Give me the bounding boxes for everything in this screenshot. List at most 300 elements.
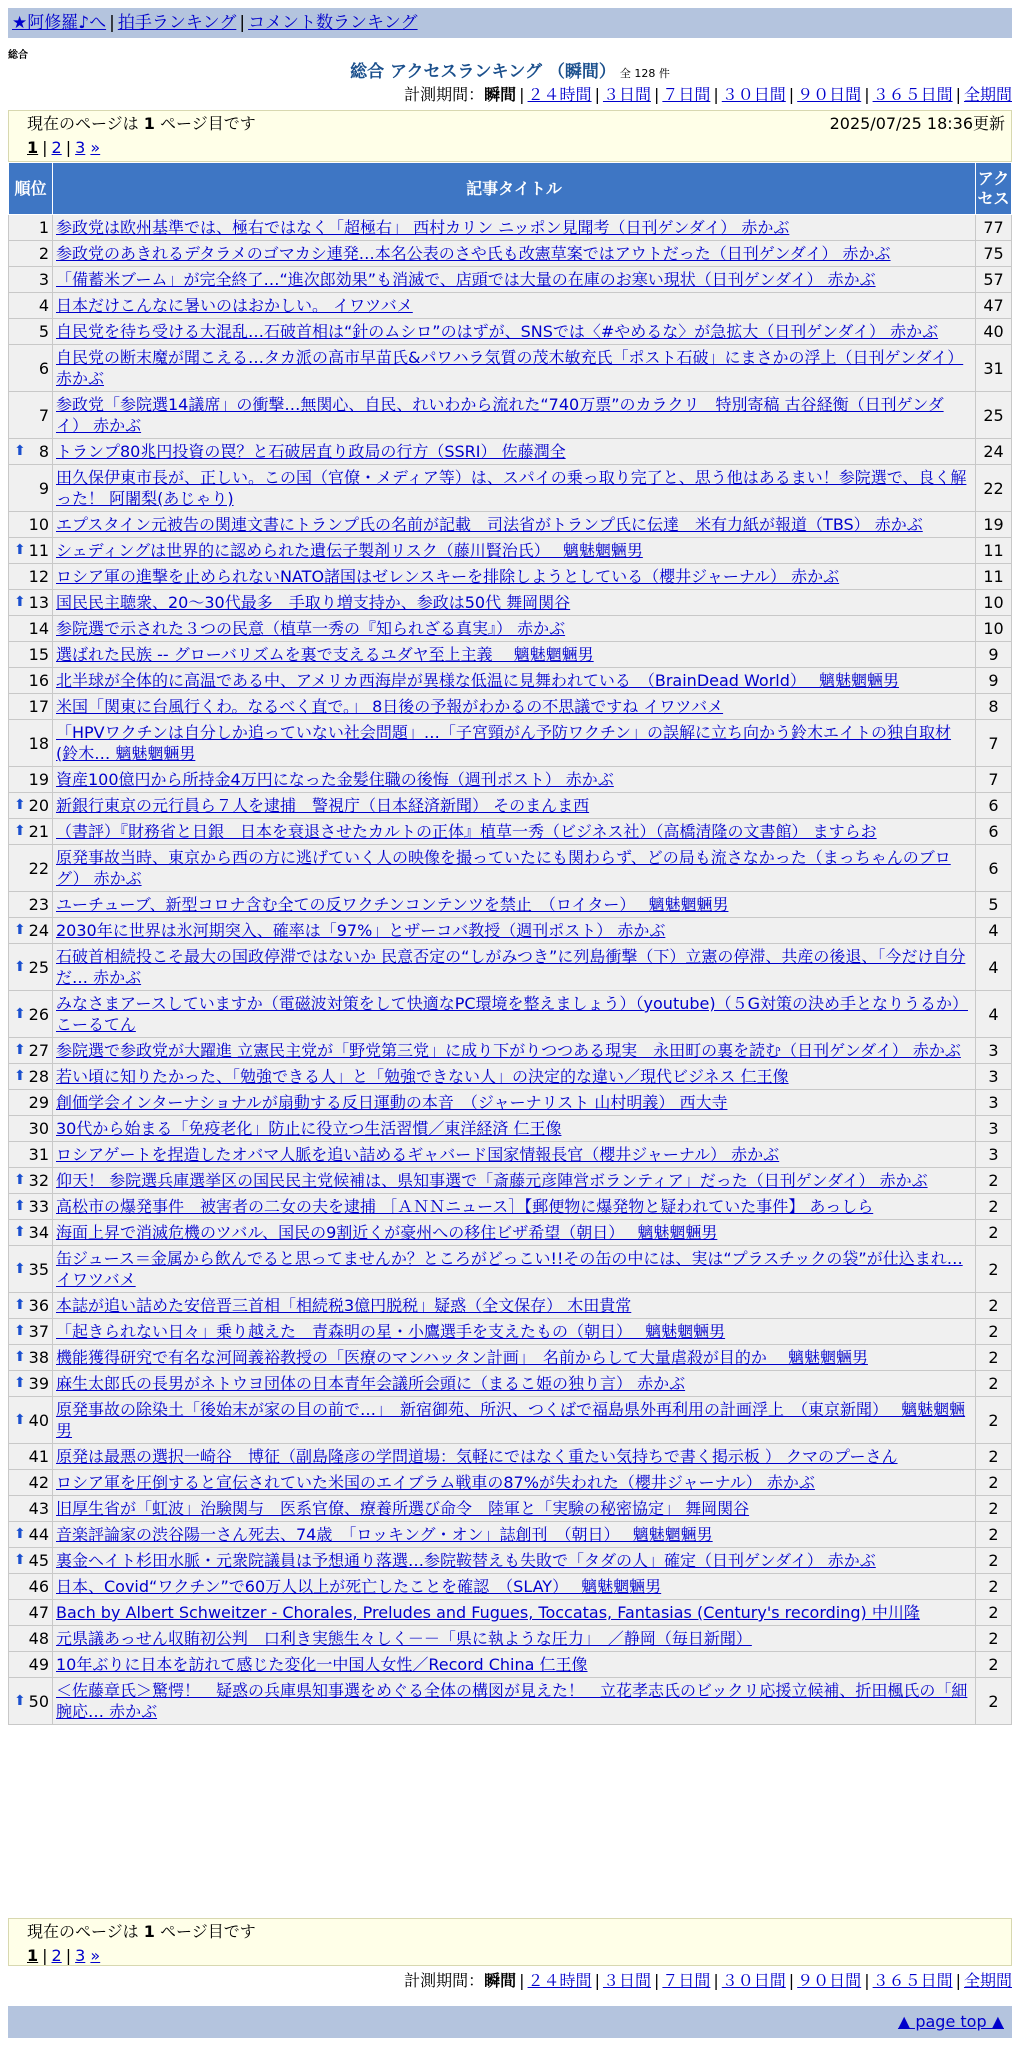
access-count: 77 <box>976 215 1012 241</box>
table-row <box>9 590 1012 616</box>
access-count: 3 <box>976 1090 1012 1116</box>
access-count: 10 <box>976 590 1012 616</box>
table-row <box>9 392 1012 439</box>
table-row <box>9 767 1012 793</box>
article-link[interactable]: 機能獲得研究で有名な河岡義裕教授の「医療のマンハッタン計画」 名前からして大量虐殺が目的か 魑魅魍魎男 <box>56 1348 868 1367</box>
title-cell <box>53 1548 976 1574</box>
access-count: 75 <box>976 241 1012 267</box>
rank-up-arrow-icon: ⬆ <box>14 1349 26 1365</box>
rank-cell: ⬆ 20 <box>9 793 53 819</box>
access-count: 3 <box>976 1116 1012 1142</box>
article-link[interactable]: トランプ80兆円投資の罠？と石破居直り政局の行方（SSRI） 佐藤潤全 <box>56 442 566 461</box>
table-row <box>9 1444 1012 1470</box>
access-count: 2 <box>976 1168 1012 1194</box>
article-link[interactable]: 創価学会インターナショナルが扇動する反日運動の本音 （ジャーナリスト 山村明義） 西大寺 <box>56 1093 728 1112</box>
rank-cell: 16 <box>9 668 53 694</box>
rank-up-arrow-icon: ⬆ <box>14 823 26 839</box>
pagination-top: 1 | 2 | 3 » <box>27 138 101 157</box>
rank-up-arrow-icon: ⬆ <box>14 594 26 610</box>
section-label: 総合 <box>8 50 28 61</box>
rank-cell: ⬆ 34 <box>9 1220 53 1246</box>
title-cell <box>53 944 976 991</box>
access-count: 2 <box>976 1194 1012 1220</box>
table-row <box>9 319 1012 345</box>
rank-cell: ⬆ 35 <box>9 1246 53 1293</box>
rank-cell: ⬆ 11 <box>9 538 53 564</box>
period-option[interactable]: ７日間 <box>662 85 711 104</box>
article-link[interactable]: 元県議あっせん収賄初公判 口利き実態生々しく－－「県に執ような圧力」 ／静岡（毎日新聞） <box>56 1629 752 1648</box>
access-count: 2 <box>976 1678 1012 1725</box>
title-cell <box>53 1194 976 1220</box>
access-count: 8 <box>976 694 1012 720</box>
table-row <box>9 1626 1012 1652</box>
title-cell <box>53 1397 976 1444</box>
access-count: 2 <box>976 1345 1012 1371</box>
access-count: 47 <box>976 293 1012 319</box>
current-page: 1 <box>27 1946 39 1965</box>
rank-up-arrow-icon: ⬆ <box>14 1198 26 1214</box>
article-link[interactable]: みなさまアースしていますか（電磁波対策をして快適なPC環境を整えましょう）（youtube)（５G対策の決め手となりうるか） こーるてん <box>56 994 968 1034</box>
rank-cell: ⬆ 44 <box>9 1522 53 1548</box>
table-row <box>9 1522 1012 1548</box>
access-count: 6 <box>976 819 1012 845</box>
page-link[interactable]: 3 <box>75 1946 86 1965</box>
table-row <box>9 465 1012 512</box>
access-count: 22 <box>976 465 1012 512</box>
access-count: 4 <box>976 991 1012 1038</box>
access-count: 31 <box>976 345 1012 392</box>
rank-up-arrow-icon: ⬆ <box>14 1323 26 1339</box>
title-cell <box>53 845 976 892</box>
title-cell <box>53 1600 976 1626</box>
article-link[interactable]: 参院選で参政党が大躍進 立憲民主党が「野党第三党」に成り下がりつつある現実 永田町の裏を読む（日刊ゲンダイ） 赤かぶ <box>56 1041 961 1060</box>
page-info-bottom: 現在のページは 1 ページ目です 1 | 2 | 3 » <box>8 1918 1012 1966</box>
comment-ranking-link[interactable]: コメント数ランキング <box>248 13 418 33</box>
ranking-table <box>8 162 1012 1725</box>
access-count: 7 <box>976 767 1012 793</box>
title-cell <box>53 1626 976 1652</box>
title-cell <box>53 892 976 918</box>
rank-cell: ⬆ 25 <box>9 944 53 991</box>
access-count: 2 <box>976 1522 1012 1548</box>
table-row <box>9 1090 1012 1116</box>
rank-cell: ⬆ 21 <box>9 819 53 845</box>
article-link[interactable]: 自民党を待ち受ける大混乱…石破首相は“針のムシロ”のはずが、SNSでは〈#やめるな〉が急拡大（日刊ゲンダイ） 赤かぶ <box>56 322 939 341</box>
article-link[interactable]: 参政党のあきれるデタラメのゴマカシ連発…本名公表のさや氏も改憲草案ではアウトだった（日刊ゲンダイ） 赤かぶ <box>56 244 891 263</box>
article-link[interactable]: 2030年に世界は氷河期突入、確率は「97%」とザーコバ教授（週刊ポスト） 赤かぶ <box>56 921 666 940</box>
page-link[interactable]: 3 <box>75 138 86 157</box>
rank-cell: 42 <box>9 1470 53 1496</box>
title-cell <box>53 1574 976 1600</box>
period-selector-top: 計測期間：瞬間 | ２４時間 | ３日間 | ７日間 | ３０日間 | ９０日間 | ３６５日間 | 全期間 <box>404 85 1012 104</box>
access-count: 4 <box>976 918 1012 944</box>
access-count: 10 <box>976 616 1012 642</box>
rank-cell: ⬆ 33 <box>9 1194 53 1220</box>
title-cell <box>53 392 976 439</box>
rank-cell: 3 <box>9 267 53 293</box>
rank-up-arrow-icon: ⬆ <box>14 1411 26 1428</box>
rank-cell: 2 <box>9 241 53 267</box>
access-count: 3 <box>976 1038 1012 1064</box>
title-cell <box>53 590 976 616</box>
rank-up-arrow-icon: ⬆ <box>14 922 26 938</box>
access-count: 11 <box>976 538 1012 564</box>
table-row <box>9 991 1012 1038</box>
period-option[interactable]: ３０日間 <box>721 1971 786 1990</box>
rank-cell: 19 <box>9 767 53 793</box>
access-count: 2 <box>976 1496 1012 1522</box>
access-count: 6 <box>976 793 1012 819</box>
period-option[interactable]: 全期間 <box>963 85 1012 104</box>
rank-cell: 48 <box>9 1626 53 1652</box>
rank-up-arrow-icon: ⬆ <box>14 958 26 975</box>
article-link[interactable]: 音楽評論家の渋谷陽一さん死去、74歳 「ロッキング・オン」誌創刊 （朝日） 魑魅魍魎男 <box>56 1525 713 1544</box>
title-cell <box>53 293 976 319</box>
article-link[interactable]: 日本だけこんなに暑いのはおかしい。 イワツバメ <box>56 296 413 315</box>
access-count: 25 <box>976 392 1012 439</box>
article-link[interactable]: 「HPVワクチンは自分しか追っていない社会問題」…「子宮頸がん予防ワクチン」の誤解に立ち向かう鈴木エイトの独自取材(鈴木… 魑魅魍魎男 <box>56 723 952 763</box>
access-count: 2 <box>976 1548 1012 1574</box>
rank-cell: ⬆ 37 <box>9 1319 53 1345</box>
table-row <box>9 345 1012 392</box>
table-row <box>9 793 1012 819</box>
access-count: 11 <box>976 564 1012 590</box>
access-count: 4 <box>976 944 1012 991</box>
rank-cell: 4 <box>9 293 53 319</box>
article-link[interactable]: ＜佐藤章氏＞驚愕！ 疑惑の兵庫県知事選をめぐる全体の構図が見えた！ 立花孝志氏のビックリ応援立候補、折田楓氏の「細腕応… 赤かぶ <box>56 1681 968 1721</box>
article-link[interactable]: 新銀行東京の元行員ら７人を逮捕 警視庁（日本経済新聞） そのまんま西 <box>56 796 590 815</box>
rank-cell: ⬆ 8 <box>9 439 53 465</box>
title-cell <box>53 267 976 293</box>
access-count: 2 <box>976 1652 1012 1678</box>
table-row <box>9 1319 1012 1345</box>
title-cell <box>53 991 976 1038</box>
period-option[interactable]: ２４時間 <box>527 85 592 104</box>
access-count: 57 <box>976 267 1012 293</box>
article-link[interactable]: 裏金ヘイト杉田水脈・元衆院議員は予想通り落選…参院鞍替えも失敗で「タダの人」確定（日刊ゲンダイ） 赤かぶ <box>56 1551 876 1570</box>
table-row <box>9 1371 1012 1397</box>
article-link[interactable]: 資産100億円から所持金4万円になった金髪住職の後悔（週刊ポスト） 赤かぶ <box>56 770 614 789</box>
current-page: 1 <box>27 138 39 157</box>
rank-cell: 46 <box>9 1574 53 1600</box>
rank-cell: ⬆ 45 <box>9 1548 53 1574</box>
title-cell <box>53 1293 976 1319</box>
rank-up-arrow-icon: ⬆ <box>14 1692 26 1709</box>
access-count: 3 <box>976 1064 1012 1090</box>
rank-cell: ⬆ 24 <box>9 918 53 944</box>
title-cell <box>53 1652 976 1678</box>
rank-cell: 30 <box>9 1116 53 1142</box>
rank-up-arrow-icon: ⬆ <box>14 1526 26 1542</box>
article-link[interactable]: 10年ぶりに日本を訪れて感じた変化一中国人女性／Record China 仁王像 <box>56 1655 588 1674</box>
table-row <box>9 892 1012 918</box>
title-cell <box>53 512 976 538</box>
title-cell <box>53 1444 976 1470</box>
table-row <box>9 241 1012 267</box>
title-cell <box>53 1168 976 1194</box>
table-row <box>9 1345 1012 1371</box>
article-link[interactable]: 30代から始まる「免疫老化」防止に役立つ生活習慣／東洋経済 仁王像 <box>56 1119 562 1138</box>
table-row <box>9 720 1012 767</box>
access-count: 24 <box>976 439 1012 465</box>
article-link[interactable]: ユーチューブ、新型コロナ含む全ての反ワクチンコンテンツを禁止 （ロイター） 魑魅魍魎男 <box>56 895 729 914</box>
title-cell <box>53 1038 976 1064</box>
table-row <box>9 1038 1012 1064</box>
rank-cell: 22 <box>9 845 53 892</box>
period-option[interactable]: ３６５日間 <box>872 85 953 104</box>
table-row <box>9 564 1012 590</box>
table-row <box>9 694 1012 720</box>
total-count: 全 128 件 <box>619 67 670 80</box>
table-row <box>9 1600 1012 1626</box>
access-count: 5 <box>976 892 1012 918</box>
article-link[interactable]: 本誌が追い詰めた安倍晋三首相「相続税3億円脱税」疑惑（全文保存） 木田貴常 <box>56 1296 632 1315</box>
title-cell <box>53 1470 976 1496</box>
article-link[interactable]: 「備蓄米ブーム」が完全終了…“進次郎効果”も消滅で、店頭では大量の在庫のお寒い現状（日刊ゲンダイ） 赤かぶ <box>56 270 876 289</box>
access-count: 6 <box>976 845 1012 892</box>
title-cell <box>53 439 976 465</box>
article-link[interactable]: 原発は最悪の選択一崎谷 博征（副島隆彦の学問道場：気軽にではなく重たい気持ちで書く掲示板 ） クマのプーさん <box>56 1447 898 1466</box>
article-link[interactable]: シェディングは世界的に認められた遺伝子製剤リスク（藤川賢治氏） 魑魅魍魎男 <box>56 541 643 560</box>
period-option: 瞬間 <box>484 1971 517 1990</box>
rank-up-arrow-icon: ⬆ <box>14 1224 26 1240</box>
rank-up-arrow-icon: ⬆ <box>14 1552 26 1568</box>
rank-up-arrow-icon: ⬆ <box>14 1375 26 1391</box>
period-option: 瞬間 <box>484 85 517 104</box>
table-row <box>9 1194 1012 1220</box>
footer-bar <box>8 2006 1012 2038</box>
table-row <box>9 1548 1012 1574</box>
clap-ranking-link[interactable]: 拍手ランキング <box>117 13 237 33</box>
title-cell <box>53 1220 976 1246</box>
title-cell <box>53 668 976 694</box>
title-cell <box>53 1522 976 1548</box>
access-count: 2 <box>976 1397 1012 1444</box>
title-cell <box>53 1090 976 1116</box>
article-link[interactable]: ロシア軍の進撃を止められないNATO諸国はゼレンスキーを排除しようとしている（櫻井ジャーナル） 赤かぶ <box>56 567 840 586</box>
article-link[interactable]: 麻生太郎氏の長男がネトウヨ団体の日本青年会議所会頭に（まるこ姫の独り言） 赤かぶ <box>56 1374 686 1393</box>
table-row <box>9 642 1012 668</box>
page-title: 総合 アクセスランキング （瞬間） 全 128 件 <box>350 62 670 82</box>
title-cell <box>53 1116 976 1142</box>
rank-cell: ⬆ 26 <box>9 991 53 1038</box>
access-count: 2 <box>976 1246 1012 1293</box>
header-title: 記事タイトル <box>53 163 976 215</box>
header-rank: 順位 <box>9 163 53 215</box>
access-count: 2 <box>976 1220 1012 1246</box>
access-count: 2 <box>976 1600 1012 1626</box>
rank-cell: 1 <box>9 215 53 241</box>
table-row <box>9 267 1012 293</box>
article-link[interactable]: 「起きられない日々」乗り越えた 青森明の星・小鷹選手を支えたもの（朝日） 魑魅魍魎男 <box>56 1322 726 1341</box>
title-cell <box>53 1142 976 1168</box>
table-row <box>9 845 1012 892</box>
table-row <box>9 1496 1012 1522</box>
next-page-link[interactable]: » <box>90 1946 101 1965</box>
article-link[interactable]: 国民民主聴衆、20～30代最多 手取り増支持か、参政は50代 舞岡関谷 <box>56 593 571 612</box>
home-link[interactable]: ★阿修羅♪へ <box>12 13 107 33</box>
access-count: 2 <box>976 1293 1012 1319</box>
updated-timestamp: 2025/07/25 18:36更新 <box>829 114 1005 133</box>
rank-cell: ⬆ 13 <box>9 590 53 616</box>
rank-up-arrow-icon: ⬆ <box>14 443 26 459</box>
access-count: 2 <box>976 1470 1012 1496</box>
table-row <box>9 1652 1012 1678</box>
table-row <box>9 293 1012 319</box>
access-count: 19 <box>976 512 1012 538</box>
article-link[interactable]: 北半球が全体的に高温である中、アメリカ西海岸が異様な低温に見舞われている （BrainDead World） 魑魅魍魎男 <box>56 671 899 690</box>
rank-cell: 12 <box>9 564 53 590</box>
period-option[interactable]: 全期間 <box>963 1971 1012 1990</box>
page-link[interactable]: 2 <box>51 1946 62 1965</box>
rank-cell: 18 <box>9 720 53 767</box>
period-option[interactable]: ３０日間 <box>721 85 786 104</box>
rank-cell: ⬆ 39 <box>9 1371 53 1397</box>
period-option[interactable]: ３６５日間 <box>872 1971 953 1990</box>
period-option[interactable]: ７日間 <box>662 1971 711 1990</box>
rank-cell: 5 <box>9 319 53 345</box>
rank-cell: 15 <box>9 642 53 668</box>
rank-up-arrow-icon: ⬆ <box>14 1297 26 1313</box>
table-row <box>9 439 1012 465</box>
title-cell <box>53 1345 976 1371</box>
next-page-link[interactable]: » <box>90 138 101 157</box>
article-link[interactable]: 海面上昇で消滅危機のツバル、国民の9割近くが豪州への移住ビザ希望（朝日） 魑魅魍魎男 <box>56 1223 718 1242</box>
article-link[interactable]: 田久保伊東市長が、正しい。この国（官僚・メディア等）は、スパイの乗っ取り完了と、思う他はあるまい！参院選で、良く解った！ 阿闍梨(あじゃり) <box>56 468 967 508</box>
table-row <box>9 1574 1012 1600</box>
article-link[interactable]: （書評）『財務省と日銀 日本を衰退させたカルトの正体』植草一秀（ビジネス社）（高橋清隆の文書館） ますらお <box>56 822 877 841</box>
rank-up-arrow-icon: ⬆ <box>14 1172 26 1188</box>
title-cell <box>53 616 976 642</box>
rank-cell: 17 <box>9 694 53 720</box>
article-link[interactable]: 仰天！ 参院選兵庫選挙区の国民民主党候補は、県知事選で「斎藤元彦陣営ボランティア」だった（日刊ゲンダイ） 赤かぶ <box>56 1171 928 1190</box>
period-option[interactable]: ９０日間 <box>797 1971 862 1990</box>
article-link[interactable]: 高松市の爆発事件 被害者の二女の夫を逮捕 ［ＡＮＮニュース］【郵便物に爆発物と疑われていた事件】 あっしら <box>56 1197 874 1216</box>
rank-cell: 10 <box>9 512 53 538</box>
title-cell <box>53 564 976 590</box>
title-cell <box>53 241 976 267</box>
rank-cell: 6 <box>9 345 53 392</box>
article-link[interactable]: 缶ジュース＝金属から飲んでると思ってませんか？ところがどっこい!!その缶の中には、実は“プラスチックの袋”が仕込まれ… イワツバメ <box>56 1249 963 1289</box>
rank-up-arrow-icon: ⬆ <box>14 542 26 558</box>
title-cell <box>53 642 976 668</box>
access-count: 40 <box>976 319 1012 345</box>
access-count: 3 <box>976 1142 1012 1168</box>
article-link[interactable]: 米国「関東に台風行くわ。なるべく直で。」 8日後の予報がわかるの不思議ですね イワツバメ <box>56 697 724 716</box>
period-selector-bottom: 計測期間：瞬間 | ２４時間 | ３日間 | ７日間 | ３０日間 | ９０日間 | ３６５日間 | 全期間 <box>404 1971 1012 1990</box>
access-count: 2 <box>976 1444 1012 1470</box>
article-link[interactable]: 選ばれた民族 -- グローバリズムを裏で支えるユダヤ至上主義 魑魅魍魎男 <box>56 645 594 664</box>
period-option[interactable]: ９０日間 <box>797 85 862 104</box>
article-link[interactable]: 原発事故の除染土「後始末が家の目の前で…」 新宿御苑、所沢、つくばで福島県外再利用の計画浮上 （東京新聞） 魑魅魍魎男 <box>56 1400 966 1440</box>
title-cell <box>53 918 976 944</box>
table-row <box>9 1168 1012 1194</box>
title-cell <box>53 1371 976 1397</box>
rank-cell: ⬆ 32 <box>9 1168 53 1194</box>
access-count: 9 <box>976 642 1012 668</box>
title-cell <box>53 1246 976 1293</box>
article-link[interactable]: 石破首相続投こそ最大の国政停滞ではないか 民意否定の“しがみつき”に列島衝撃（下）立憲の停滞、共産の後退、「今だけ自分だ… 赤かぶ <box>56 947 966 987</box>
rank-cell: 7 <box>9 392 53 439</box>
article-link[interactable]: Bach by Albert Schweitzer - Chorales, Preludes and Fugues, Toccatas, Fantasias (Century's recording) 中川隆 <box>56 1603 920 1622</box>
title-cell <box>53 345 976 392</box>
table-row <box>9 1470 1012 1496</box>
table-row <box>9 668 1012 694</box>
article-link[interactable]: 参政党は欧州基準では、極右ではなく「超極右」 西村カリン ニッポン見聞考（日刊ゲンダイ） 赤かぶ <box>56 218 790 237</box>
table-row <box>9 1220 1012 1246</box>
access-count: 7 <box>976 720 1012 767</box>
title-cell <box>53 319 976 345</box>
article-link[interactable]: ロシア軍を圧倒すると宣伝されていた米国のエイブラム戦車の87%が失われた（櫻井ジャーナル） 赤かぶ <box>56 1473 815 1492</box>
title-cell <box>53 1319 976 1345</box>
rank-cell: 14 <box>9 616 53 642</box>
page-top-link[interactable]: ▲ page top ▲ <box>897 2012 1004 2031</box>
article-link[interactable]: 原発事故当時、東京から西の方に逃げていく人の映像を撮っていたにも関わらず、どの局も流さなかった（まっちゃんのブログ） 赤かぶ <box>56 848 951 888</box>
rank-cell: ⬆ 28 <box>9 1064 53 1090</box>
article-link[interactable]: ロシアゲートを捏造したオバマ人脈を追い詰めるギャバード国家情報長官（櫻井ジャーナル） 赤かぶ <box>56 1145 780 1164</box>
top-nav-bar: ★阿修羅♪へ | 拍手ランキング | コメント数ランキング <box>8 8 1012 38</box>
pagination-bottom: 1 | 2 | 3 » <box>27 1946 101 1965</box>
access-count: 2 <box>976 1626 1012 1652</box>
period-option[interactable]: ３日間 <box>602 1971 651 1990</box>
table-row <box>9 918 1012 944</box>
title-cell <box>53 215 976 241</box>
article-link[interactable]: エプスタイン元被告の関連文書にトランプ氏の名前が記載 司法省がトランプ氏に伝達 米有力紙が報道（TBS） 赤かぶ <box>56 515 923 534</box>
table-row <box>9 944 1012 991</box>
access-count: 2 <box>976 1371 1012 1397</box>
article-link[interactable]: 旧厚生省が「虹波」治験関与 医系官僚、療養所選び命令 陸軍と「実験の秘密協定」 舞岡関谷 <box>56 1499 750 1518</box>
title-cell <box>53 767 976 793</box>
title-cell <box>53 819 976 845</box>
rank-up-arrow-icon: ⬆ <box>14 797 26 813</box>
title-cell <box>53 1678 976 1725</box>
rank-up-arrow-icon: ⬆ <box>14 1068 26 1084</box>
article-link[interactable]: 参院選で示された３つの民意（植草一秀の『知られざる真実』） 赤かぶ <box>56 619 566 638</box>
article-link[interactable]: 参政党「参院選14議席」の衝撃…無関心、自民、れいわから流れた“740万票”のカラクリ 特別寄稿 古谷経衡（日刊ゲンダイ） 赤かぶ <box>56 395 944 435</box>
rank-cell: 47 <box>9 1600 53 1626</box>
table-row <box>9 1678 1012 1725</box>
rank-cell: ⬆ 38 <box>9 1345 53 1371</box>
rank-cell: 29 <box>9 1090 53 1116</box>
rank-cell: 49 <box>9 1652 53 1678</box>
table-row <box>9 538 1012 564</box>
table-row <box>9 1246 1012 1293</box>
rank-cell: 9 <box>9 465 53 512</box>
rank-cell: ⬆ 36 <box>9 1293 53 1319</box>
rank-cell: 31 <box>9 1142 53 1168</box>
access-count: 2 <box>976 1319 1012 1345</box>
rank-cell: 41 <box>9 1444 53 1470</box>
article-link[interactable]: 自民党の断末魔が聞こえる…タカ派の高市早苗氏&パワハラ気質の茂木敏充氏「ポスト石破」にまさかの浮上（日刊ゲンダイ） 赤かぶ <box>56 348 964 388</box>
rank-cell: ⬆ 50 <box>9 1678 53 1725</box>
page-link[interactable]: 2 <box>51 138 62 157</box>
header-access: アクセス <box>976 163 1012 215</box>
title-cell <box>53 694 976 720</box>
table-row <box>9 1293 1012 1319</box>
title-cell <box>53 465 976 512</box>
period-option[interactable]: ３日間 <box>602 85 651 104</box>
rank-cell: 23 <box>9 892 53 918</box>
title-cell <box>53 1064 976 1090</box>
access-count: 9 <box>976 668 1012 694</box>
table-row <box>9 819 1012 845</box>
page-info-top: 現在のページは 1 ページ目です 2025/07/25 18:36更新 1 | 2 | 3 » <box>8 110 1012 162</box>
rank-up-arrow-icon: ⬆ <box>14 1005 26 1022</box>
article-link[interactable]: 日本、Covid“ワクチン”で60万人以上が死亡したことを確認 （SLAY） 魑魅魍魎男 <box>56 1577 662 1596</box>
article-link[interactable]: 若い頃に知りたかった、「勉強できる人」と「勉強できない人」の決定的な違い／現代ビジネス 仁王像 <box>56 1067 789 1086</box>
rank-cell: ⬆ 40 <box>9 1397 53 1444</box>
period-option[interactable]: ２４時間 <box>527 1971 592 1990</box>
